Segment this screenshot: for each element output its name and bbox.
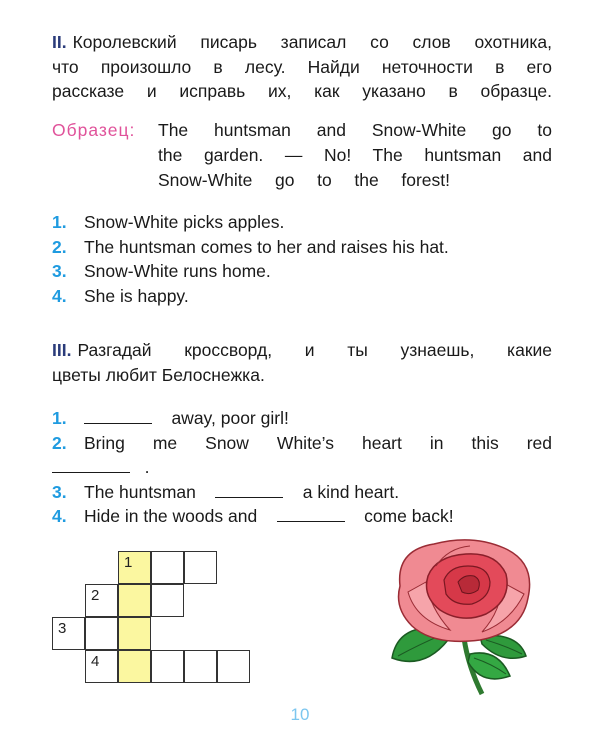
sample-label: Образец: bbox=[52, 120, 136, 140]
instruction-line: рассказе и исправь их, как указано в образце. bbox=[52, 81, 552, 101]
crossword-cell[interactable] bbox=[184, 551, 217, 584]
clue-3: 3. The huntsman a kind heart. bbox=[52, 481, 400, 502]
crossword-cell[interactable] bbox=[118, 650, 151, 683]
crossword-cell[interactable] bbox=[184, 650, 217, 683]
crossword-cell[interactable] bbox=[151, 650, 184, 683]
rose-illustration bbox=[378, 536, 554, 696]
crossword-cell[interactable]: 4 bbox=[85, 650, 118, 683]
clue-list bbox=[52, 406, 552, 529]
crossword-cell[interactable] bbox=[118, 617, 151, 650]
answer-blank[interactable] bbox=[277, 507, 345, 522]
list-item: 2. The huntsman comes to her and raises his hat. bbox=[52, 236, 449, 257]
answer-blank[interactable] bbox=[52, 458, 130, 473]
crossword-cell[interactable]: 3 bbox=[52, 617, 85, 650]
section-numeral: II. bbox=[52, 32, 67, 52]
list-item: 4. She is happy. bbox=[52, 285, 189, 306]
statement-list bbox=[52, 210, 552, 308]
clue-1: 1. away, poor girl! bbox=[52, 408, 289, 428]
page-number: 10 bbox=[290, 705, 310, 724]
crossword-cell[interactable]: 2 bbox=[85, 584, 118, 617]
list-item: 1. Snow-White picks apples. bbox=[52, 212, 285, 232]
crossword-cell[interactable]: 1 bbox=[118, 551, 151, 584]
rose-center bbox=[458, 576, 479, 594]
clue-2-continued: . bbox=[52, 455, 552, 480]
crossword-cell[interactable] bbox=[118, 584, 151, 617]
clue-4: 4. Hide in the woods and come back! bbox=[52, 506, 454, 526]
list-item: 3. Snow-White runs home. bbox=[52, 261, 271, 281]
sample-text: The huntsman and Snow-White go to the garden. — No! The huntsman and Snow-White go to the forest! bbox=[158, 120, 552, 190]
crossword-cell[interactable] bbox=[217, 650, 250, 683]
crossword-cell[interactable] bbox=[151, 584, 184, 617]
instruction-line: II. Королевский писарь записал со слов охотника, bbox=[52, 32, 552, 52]
instruction-line: что произошло в лесу. Найди неточности в его bbox=[52, 56, 552, 77]
instruction-line: цветы любит Белоснежка. bbox=[52, 364, 265, 385]
answer-blank[interactable] bbox=[84, 409, 152, 424]
section-3-instructions bbox=[52, 338, 552, 387]
instruction-line: III. Разгадай кроссворд, и ты узнаешь, какие bbox=[52, 340, 552, 360]
clue-2: 2. Bring me Snow White’s heart in this red bbox=[52, 432, 552, 453]
section-2-instructions bbox=[52, 30, 552, 104]
crossword-cell[interactable] bbox=[151, 551, 184, 584]
crossword-cell[interactable] bbox=[85, 617, 118, 650]
answer-blank[interactable] bbox=[215, 483, 283, 498]
section-numeral: III. bbox=[52, 340, 72, 360]
